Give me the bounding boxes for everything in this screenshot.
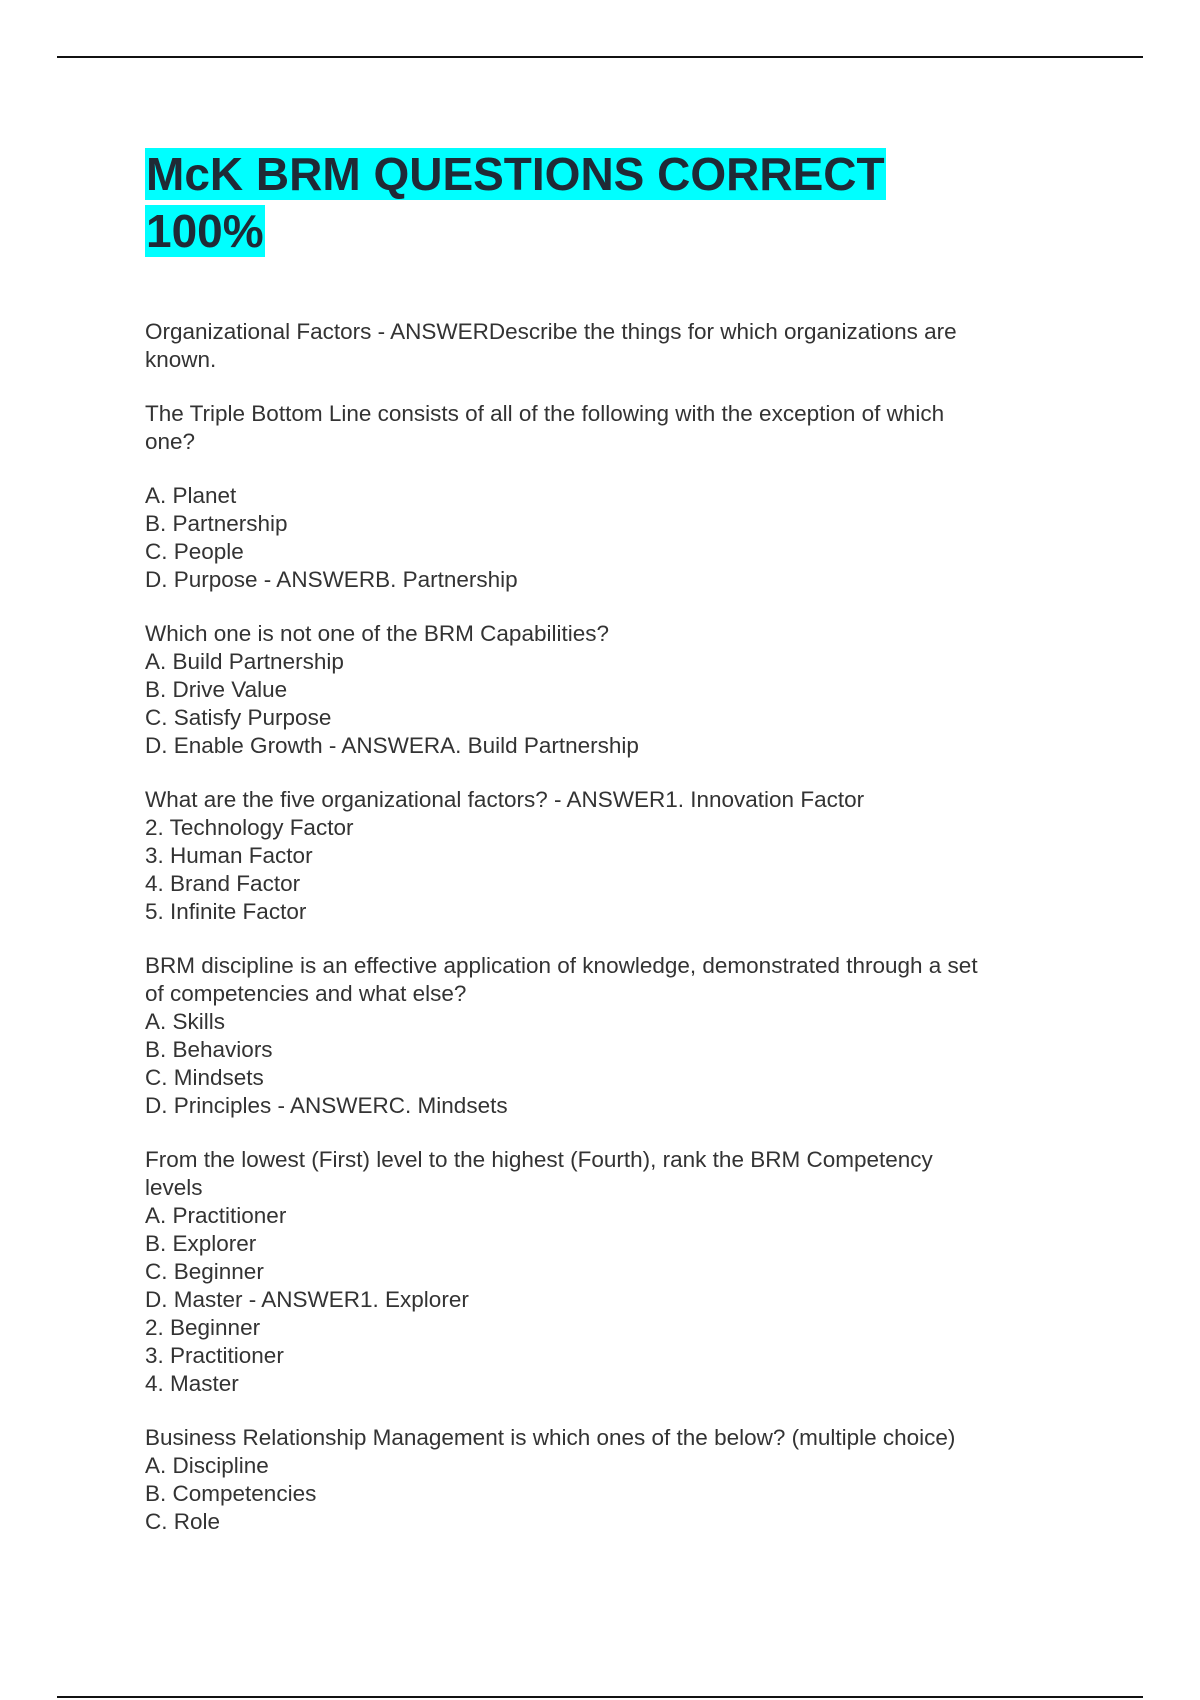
question-list	[145, 318, 1045, 1536]
question-block	[145, 318, 1045, 374]
text-line: 4. Brand Factor	[145, 871, 301, 896]
text-line: B. Explorer	[145, 1231, 257, 1256]
text-line: C. Beginner	[145, 1259, 264, 1284]
document-title	[145, 146, 1045, 260]
text-line: C. Satisfy Purpose	[145, 705, 332, 730]
text-line: one?	[145, 429, 196, 454]
title-line-2: 100%	[146, 205, 264, 257]
text-line: D. Principles - ANSWERC. Mindsets	[145, 1093, 508, 1118]
document-body	[145, 146, 1045, 1562]
text-line: B. Partnership	[145, 511, 288, 536]
text-line: A. Practitioner	[145, 1203, 287, 1228]
text-line: What are the five organizational factors? - ANSWER1. Innovation Factor	[145, 787, 865, 812]
text-line: Which one is not one of the BRM Capabilities?	[145, 621, 609, 646]
text-line: known.	[145, 347, 217, 372]
text-line: 5. Infinite Factor	[145, 899, 307, 924]
text-line: of competencies and what else?	[145, 981, 467, 1006]
top-rule	[57, 56, 1143, 58]
text-line: A. Planet	[145, 483, 237, 508]
text-line: BRM discipline is an effective application of knowledge, demonstrated through a set	[145, 953, 978, 978]
text-line: D. Master - ANSWER1. Explorer	[145, 1287, 469, 1312]
question-block	[145, 482, 1045, 594]
text-line: A. Build Partnership	[145, 649, 344, 674]
text-line: B. Drive Value	[145, 677, 288, 702]
question-block	[145, 1424, 1045, 1536]
text-line: D. Enable Growth - ANSWERA. Build Partnership	[145, 733, 639, 758]
text-line: C. Mindsets	[145, 1065, 264, 1090]
text-line: B. Competencies	[145, 1481, 317, 1506]
text-line: Organizational Factors - ANSWERDescribe the things for which organizations are	[145, 319, 957, 344]
text-line: From the lowest (First) level to the highest (Fourth), rank the BRM Competency	[145, 1147, 933, 1172]
question-block	[145, 620, 1045, 760]
text-line: 3. Practitioner	[145, 1343, 284, 1368]
bottom-rule	[57, 1696, 1143, 1698]
text-line: 3. Human Factor	[145, 843, 313, 868]
text-line: B. Behaviors	[145, 1037, 273, 1062]
question-block	[145, 400, 1045, 456]
text-line: 2. Beginner	[145, 1315, 261, 1340]
text-line: 2. Technology Factor	[145, 815, 354, 840]
text-line: D. Purpose - ANSWERB. Partnership	[145, 567, 518, 592]
question-block	[145, 1146, 1045, 1398]
text-line: C. Role	[145, 1509, 221, 1534]
text-line: 4. Master	[145, 1371, 239, 1396]
text-line: A. Discipline	[145, 1453, 269, 1478]
text-line: C. People	[145, 539, 244, 564]
text-line: Business Relationship Management is which ones of the below? (multiple choice)	[145, 1425, 956, 1450]
text-line: A. Skills	[145, 1009, 226, 1034]
question-block	[145, 786, 1045, 926]
title-line-1: McK BRM QUESTIONS CORRECT	[146, 148, 885, 200]
text-line: levels	[145, 1175, 203, 1200]
text-line: The Triple Bottom Line consists of all of the following with the exception of which	[145, 401, 945, 426]
question-block	[145, 952, 1045, 1120]
